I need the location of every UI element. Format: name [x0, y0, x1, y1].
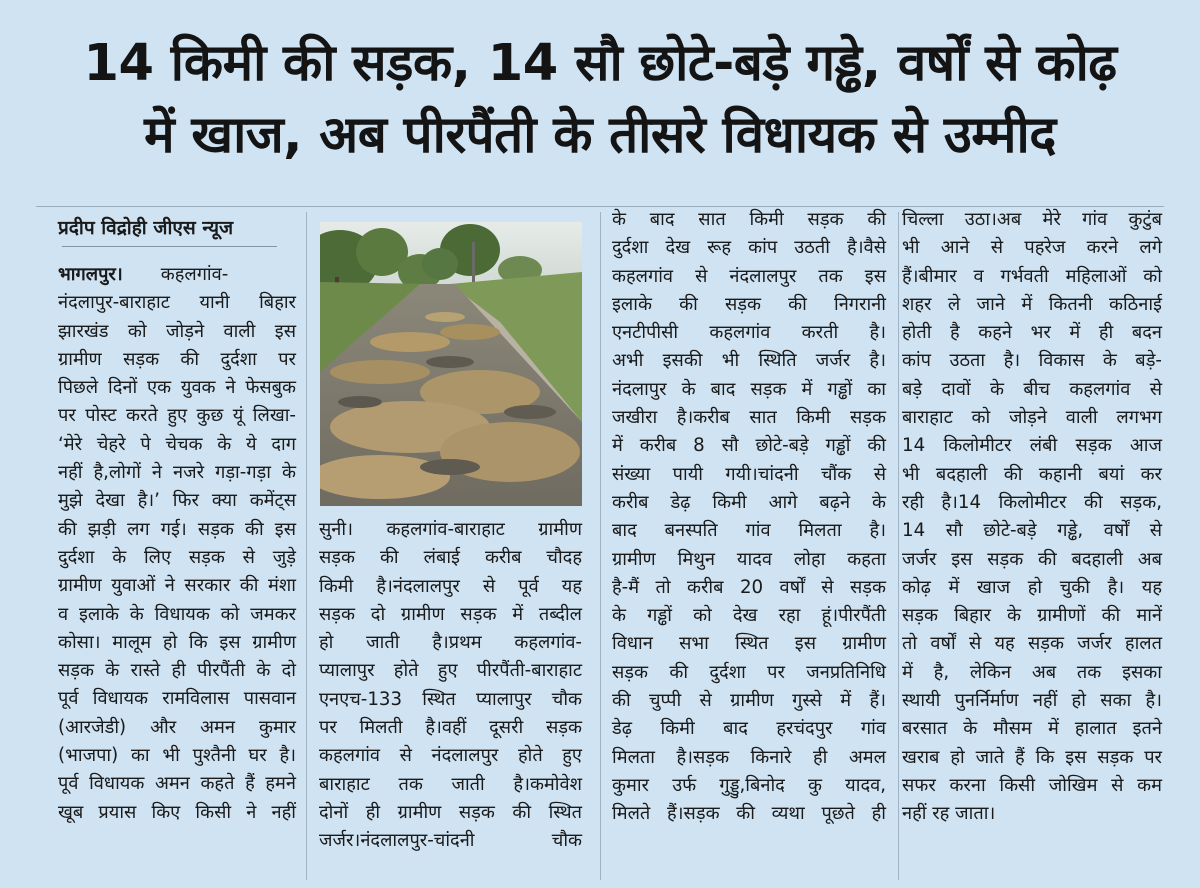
paragraph-line: है-मैं तो करीब 20 वर्षों से सड़क	[612, 576, 886, 598]
paragraph-line: सड़क दो ग्रामीण सड़क में तब्दील	[319, 603, 582, 625]
paragraph-line: नहीं है,लोगों ने नजरे गड़ा-गड़ा के	[58, 462, 296, 484]
paragraph-line: प्यालापुर होते हुए पीरपैंती-बाराहाट	[319, 660, 582, 682]
paragraph-line: झारखंड को जोड़ने वाली इस	[58, 320, 296, 342]
paragraph-line: कहलगांव से नंदलालपुर होते हुए	[319, 745, 582, 767]
paragraph-line: सड़क की दुर्दशा पर जनप्रतिनिधि	[612, 661, 886, 683]
paragraph-line: करीब डेढ़ किमी आगे बढ़ने के	[612, 491, 886, 513]
paragraph-line: सुनी। कहलगांव-बाराहाट ग्रामीण	[319, 519, 582, 540]
headline-line-2: में खाज, अब पीरपैंती के तीसरे विधायक से उम्मीद	[144, 106, 1056, 165]
road-with-potholes-photo	[320, 222, 582, 506]
paragraph-line: पूर्व विधायक रामविलास पासवान	[58, 688, 296, 710]
paragraph-line: नहीं रह जाता।	[902, 803, 996, 825]
paragraph-line: खूब प्रयास किए किसी ने नहीं	[58, 801, 296, 823]
paragraph-line: सफर करना किसी जोखिम से कम	[902, 774, 1162, 796]
byline: प्रदीप विद्रोही जीएस न्यूज	[58, 217, 234, 239]
paragraph-line: इलाके की सड़क की निगरानी	[612, 293, 886, 315]
paragraph-line: सड़क बिहार के ग्रामीणों की मानें	[902, 605, 1162, 627]
paragraph-line: मिलता है।सड़क किनारे ही अमल	[612, 746, 886, 768]
paragraph-line: के गड्ढों को देख रहा हूं।पीरपैंती	[612, 605, 886, 627]
paragraph-line: मिलते हैं।सड़क की व्यथा पूछते ही	[612, 803, 886, 825]
paragraph-line: रही है।14 किलोमीटर की सड़क,	[902, 491, 1162, 513]
paragraph-line: बरसात के मौसम में हालात इतने	[902, 718, 1162, 740]
paragraph-line: डेढ़ किमी बाद हरचंदपुर गांव	[612, 718, 886, 740]
paragraph-line: के बाद सात किमी सड़क की	[612, 209, 886, 230]
paragraph-line: बड़े दावों के बीच कहलगांव से	[902, 378, 1162, 400]
paragraph-line: किमी है।नंदलालपुर से पूर्व यह	[319, 575, 582, 597]
headline	[0, 28, 1200, 172]
paragraph-line: बाराहाट को जोड़ने वाली लगभग	[902, 407, 1162, 429]
paragraph-line: 14 सौ छोटे-बड़े गड्ढे, वर्षों से	[902, 520, 1162, 542]
paragraph-line: अभी इसकी भी स्थिति जर्जर है।	[612, 350, 886, 372]
paragraph-line: दुर्दशा के लिए सड़क से जुड़े	[58, 546, 296, 568]
paragraph-line: पर पोस्ट करते हुए कुछ यूं लिखा-	[58, 405, 296, 427]
paragraph-line: (भाजपा) का भी पुश्तैनी घर है।	[58, 745, 296, 767]
paragraph-line: भी बदहाली की कहानी बयां कर	[902, 463, 1162, 485]
paragraph-line: (आरजेडी) और अमन कुमार	[58, 716, 296, 738]
column-divider	[306, 212, 307, 880]
paragraph-line: कांप उठता है। विकास के बड़े-	[902, 350, 1162, 372]
paragraph-line: कोसा। मालूम हो कि इस ग्रामीण	[58, 631, 296, 653]
paragraph-line: बाद बनस्पति गांव मिलता है।	[612, 520, 886, 542]
column-divider	[898, 212, 899, 880]
paragraph-line: भी आने से पहरेज करने लगे	[902, 237, 1162, 259]
paragraph-line: पिछले दिनों एक युवक ने फेसबुक	[58, 377, 296, 399]
paragraph-line: पर मिलती है।वहीं दूसरी सड़क	[319, 717, 582, 739]
paragraph-line: ‘मेरे चेहरे पे चेचक के ये दाग	[58, 433, 296, 455]
paragraph-line: सड़क के रास्ते ही पीरपैंती के दो	[58, 660, 296, 682]
paragraph-line: में करीब 8 सौ छोटे-बड़े गड्ढों की	[612, 435, 886, 457]
headline-line-1: 14 किमी की सड़क, 14 सौ छोटे-बड़े गड्ढे, वर्षों से कोढ़	[83, 34, 1117, 93]
paragraph-line: नंदलापुर-बाराहाट यानी बिहार	[58, 292, 296, 314]
paragraph-line: कहलगांव-	[160, 264, 229, 285]
byline-divider	[62, 246, 277, 247]
paragraph-line: ग्रामीण सड़क की दुर्दशा पर	[58, 348, 296, 370]
paragraph-line: जर्जर इस सड़क की बदहाली अब	[902, 548, 1162, 570]
paragraph-line: एनटीपीसी कहलगांव करती है।	[612, 322, 886, 344]
paragraph-line: चिल्ला उठा।अब मेरे गांव कुटुंब	[902, 209, 1162, 230]
paragraph-line: कहलगांव से नंदलालपुर तक इस	[612, 265, 886, 287]
paragraph-line: हैं।बीमार व गर्भवती महिलाओं को	[902, 265, 1162, 287]
photo-illustration	[320, 222, 582, 506]
paragraph-line: नंदलापुर के बाद सड़क में गड्ढों का	[612, 378, 886, 400]
paragraph-line: जखीरा है।करीब सात किमी सड़क	[612, 407, 886, 429]
paragraph-line: जर्जर।नंदलालपुर-चांदनी चौक	[319, 830, 582, 852]
paragraph-line: व इलाके के विधायक को जमकर	[58, 603, 296, 625]
paragraph-line: की झड़ी लग गई। सड़क की इस	[58, 518, 296, 540]
paragraph-line: संख्या पायी गयी।चांदनी चौंक से	[612, 463, 886, 485]
paragraph-line: ग्रामीण मिथुन यादव लोहा कहता	[612, 548, 886, 570]
paragraph-line: दुर्दशा देख रूह कांप उठती है।वैसे	[612, 237, 886, 259]
paragraph-line: सड़क की लंबाई करीब चौदह	[319, 547, 582, 569]
paragraph-line: कुमार उर्फ गुड्डु,बिनोद कु यादव,	[612, 774, 886, 796]
paragraph-line: 14 किलोमीटर लंबी सड़क आज	[902, 435, 1162, 457]
paragraph-line: कोढ़ में खाज हो चुकी है। यह	[902, 576, 1162, 598]
paragraph-line: बाराहाट तक जाती है।कमोवेश	[319, 773, 582, 795]
dateline: भागलपुर।	[58, 264, 123, 285]
paragraph-line: की चुप्पी से ग्रामीण गुस्से में हैं।	[612, 690, 886, 712]
paragraph-line: ग्रामीण युवाओं ने सरकार की मंशा	[58, 575, 296, 597]
paragraph-line: हो जाती है।प्रथम कहलगांव-	[319, 632, 582, 654]
paragraph-line: एनएच-133 स्थित प्यालापुर चौक	[319, 688, 582, 710]
paragraph-line	[58, 261, 296, 289]
article-column-1	[58, 261, 296, 827]
article-column-3	[612, 206, 886, 829]
paragraph-line: होती है कहने भर में ही बदन	[902, 322, 1162, 344]
paragraph-line: पूर्व विधायक अमन कहते हैं हमने	[58, 773, 296, 795]
paragraph-line: मुझे देखा है।’ फिर क्या कमेंट्स	[58, 490, 296, 512]
paragraph-line: में है, लेकिन अब तक इसका	[902, 661, 1162, 683]
paragraph-line: दोनों ही ग्रामीण सड़क की स्थित	[319, 801, 582, 823]
article-column-2	[319, 516, 582, 856]
column-divider	[600, 212, 601, 880]
paragraph-line: खराब हो जाते हैं कि इस सड़क पर	[902, 746, 1162, 768]
article-column-4	[902, 206, 1162, 829]
paragraph-line: तो वर्षों से यह सड़क जर्जर हालत	[902, 633, 1162, 655]
paragraph-line: स्थायी पुनर्निर्माण नहीं हो सका है।	[902, 690, 1162, 712]
paragraph-line: शहर ले जाने में कितनी कठिनाई	[902, 293, 1162, 315]
paragraph-line: विधान सभा स्थित इस ग्रामीण	[612, 633, 886, 655]
